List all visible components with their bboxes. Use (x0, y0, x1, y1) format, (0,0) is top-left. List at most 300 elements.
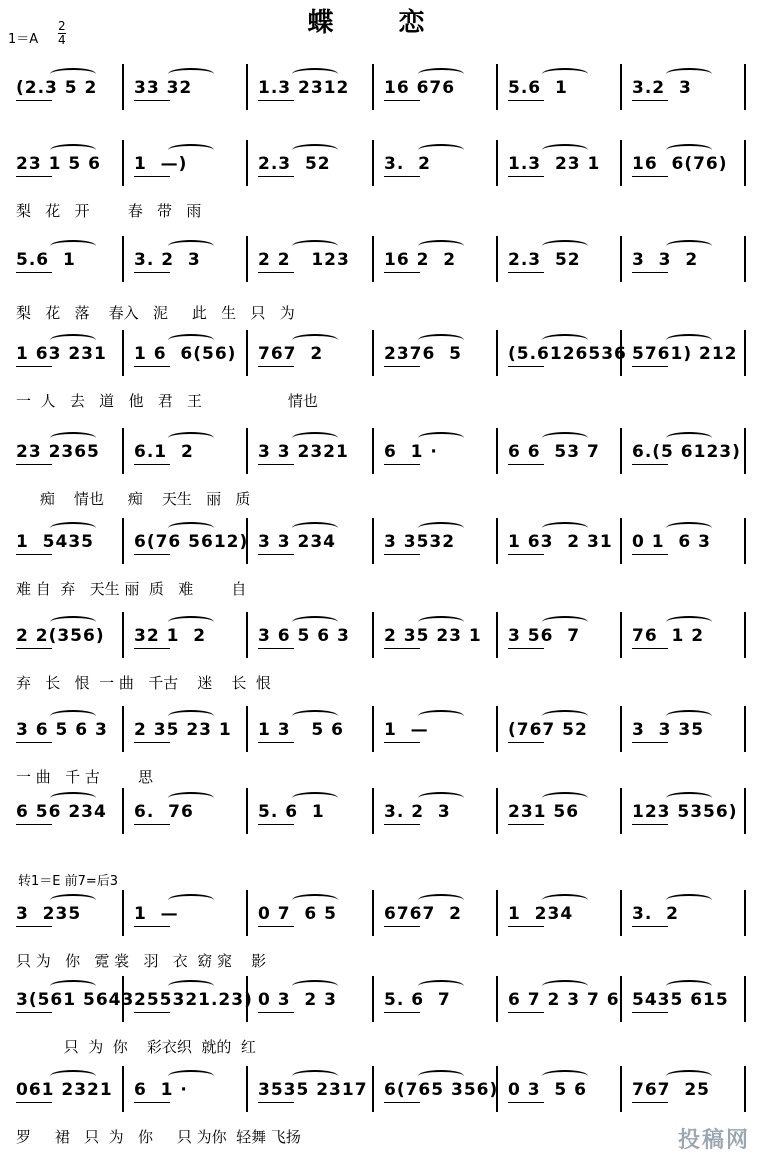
slur-mark (666, 334, 712, 346)
slur-mark (418, 710, 464, 722)
measure-notes: 2 35 23 1 (384, 626, 482, 646)
watermark-logo: 投稿网 (677, 1128, 750, 1153)
measure-notes: 23 1 5 6 (16, 154, 101, 174)
beam-line (258, 1102, 294, 1103)
beam-line (508, 926, 544, 927)
beam-line (16, 1102, 52, 1103)
slur-mark (168, 616, 214, 628)
barline (496, 428, 498, 474)
measure-notes: 1 — (134, 904, 179, 924)
beam-line (134, 100, 170, 101)
slur-mark (542, 68, 588, 80)
score-row (0, 890, 760, 986)
measure-notes: 1 6 6(56) (134, 344, 237, 364)
beam-line (508, 272, 544, 273)
measure-notes: 1.3 23 1 (508, 154, 601, 174)
beam-line (16, 926, 52, 927)
beam-line (16, 648, 52, 649)
slur-mark (542, 792, 588, 804)
measure-notes: 3 3 2321 (258, 442, 349, 462)
measure-notes: 2 2 123 (258, 250, 350, 270)
measure-notes: 5435 615 (632, 990, 729, 1010)
measure-notes: 3. 2 3 (384, 802, 451, 822)
measure-notes: 76 1 2 (632, 626, 705, 646)
measure-notes: 255321.23) (134, 990, 253, 1010)
slur-mark (168, 68, 214, 80)
slur-mark (666, 1070, 712, 1082)
measure-notes: 5. 6 1 (258, 802, 325, 822)
slur-mark (666, 616, 712, 628)
measure-notes: 6.1 2 (134, 442, 194, 462)
slur-mark (542, 1070, 588, 1082)
barline (246, 140, 248, 186)
beam-line (632, 100, 668, 101)
slur-mark (168, 710, 214, 722)
beam-line (16, 100, 52, 101)
beam-line (384, 742, 420, 743)
slur-mark (50, 432, 96, 444)
slur-mark (292, 792, 338, 804)
barline (496, 612, 498, 658)
beam-line (134, 1102, 170, 1103)
lyric-line: 痴 情也 痴 天生 丽 质 (16, 490, 251, 508)
barline (122, 428, 124, 474)
beam-line (508, 648, 544, 649)
barline (496, 518, 498, 564)
barline (122, 788, 124, 834)
barline (372, 890, 374, 936)
barline (620, 976, 622, 1022)
time-signature-bottom: 4 (58, 33, 66, 47)
barline (372, 788, 374, 834)
slur-mark (542, 144, 588, 156)
slur-mark (168, 432, 214, 444)
slur-mark (50, 894, 96, 906)
barline (122, 330, 124, 376)
modulation-marking: 转1＝E 前7=后3 (18, 874, 119, 889)
measure-notes: 3 6 5 6 3 (258, 626, 350, 646)
measure-notes: 1 3 5 6 (258, 720, 344, 740)
slur-mark (168, 240, 214, 252)
beam-line (384, 366, 420, 367)
barline (744, 64, 746, 110)
slur-mark (418, 616, 464, 628)
beam-line (134, 742, 170, 743)
barline (620, 428, 622, 474)
beam-line (258, 742, 294, 743)
score-row (0, 236, 760, 332)
measure-notes: 6 56 234 (16, 802, 107, 822)
beam-line (258, 176, 294, 177)
barline (372, 236, 374, 282)
slur-mark (666, 522, 712, 534)
barline (246, 64, 248, 110)
slur-mark (168, 334, 214, 346)
measure-notes: 6 1 · (134, 1080, 188, 1100)
measure-notes: 6.(5 6123) (632, 442, 741, 462)
barline (246, 1066, 248, 1112)
beam-line (508, 100, 544, 101)
score-row (0, 612, 760, 708)
beam-line (258, 648, 294, 649)
measure-notes: 5761) 212 (632, 344, 738, 364)
slur-mark (50, 616, 96, 628)
slur-mark (418, 144, 464, 156)
slur-mark (542, 240, 588, 252)
measure-notes: 6 1 · (384, 442, 438, 462)
measure-notes: 6 7 2 3 7 6 (508, 990, 620, 1010)
barline (246, 428, 248, 474)
beam-line (384, 554, 420, 555)
score-row (0, 140, 760, 236)
measure-notes: 2.3 52 (258, 154, 331, 174)
measure-notes: 767 2 (258, 344, 324, 364)
barline (246, 612, 248, 658)
slur-mark (50, 144, 96, 156)
beam-line (384, 1012, 420, 1013)
beam-line (258, 272, 294, 273)
beam-line (508, 824, 544, 825)
measure-notes: 3(561 5643 (16, 990, 135, 1010)
beam-line (632, 176, 668, 177)
slur-mark (50, 980, 96, 992)
slur-mark (50, 792, 96, 804)
beam-line (508, 366, 544, 367)
slur-mark (292, 1070, 338, 1082)
barline (744, 706, 746, 752)
slur-mark (666, 68, 712, 80)
measure-notes: 767 25 (632, 1080, 710, 1100)
measure-notes: 23 2365 (16, 442, 100, 462)
barline (496, 976, 498, 1022)
measure-notes: 6 6 53 7 (508, 442, 600, 462)
slur-mark (168, 1070, 214, 1082)
barline (744, 428, 746, 474)
slur-mark (168, 894, 214, 906)
measure-notes: 231 56 (508, 802, 580, 822)
measure-notes: 061 2321 (16, 1080, 113, 1100)
slur-mark (542, 980, 588, 992)
slur-mark (168, 522, 214, 534)
barline (744, 140, 746, 186)
measure-notes: 1.3 2312 (258, 78, 350, 98)
barline (122, 706, 124, 752)
beam-line (16, 366, 52, 367)
lyric-line: 一 曲 千 古 思 (16, 768, 153, 786)
measure-notes: 6(76 5612) (134, 532, 249, 552)
beam-line (258, 926, 294, 927)
lyric-line: 一 人 去 道 他 君 王 情也 (16, 392, 318, 410)
barline (744, 890, 746, 936)
slur-mark (418, 68, 464, 80)
beam-line (258, 464, 294, 465)
beam-line (632, 464, 668, 465)
barline (246, 236, 248, 282)
barline (122, 612, 124, 658)
beam-line (508, 554, 544, 555)
measure-notes: 3 6 5 6 3 (16, 720, 108, 740)
slur-mark (418, 894, 464, 906)
score-row (0, 976, 760, 1072)
measure-notes: 6. 76 (134, 802, 194, 822)
beam-line (258, 366, 294, 367)
slur-mark (542, 432, 588, 444)
slur-mark (666, 710, 712, 722)
barline (496, 706, 498, 752)
score-row (0, 1066, 760, 1162)
slur-mark (168, 144, 214, 156)
barline (122, 890, 124, 936)
beam-line (384, 176, 420, 177)
barline (246, 890, 248, 936)
slur-mark (666, 792, 712, 804)
slur-mark (50, 710, 96, 722)
beam-line (508, 1012, 544, 1013)
beam-line (16, 176, 52, 177)
barline (620, 64, 622, 110)
measure-notes: 5.6 1 (508, 78, 568, 98)
beam-line (508, 1102, 544, 1103)
barline (122, 64, 124, 110)
beam-line (384, 272, 420, 273)
slur-mark (292, 144, 338, 156)
barline (744, 1066, 746, 1112)
lyric-line: 弃 长 恨 一 曲 千古 迷 长 恨 (16, 674, 271, 692)
measure-notes: 123 5356) (632, 802, 738, 822)
slur-mark (50, 1070, 96, 1082)
barline (620, 612, 622, 658)
measure-notes: 1 5435 (16, 532, 94, 552)
page-title: 蝶 恋 (307, 8, 453, 38)
measure-notes: 0 1 6 3 (632, 532, 711, 552)
slur-mark (418, 980, 464, 992)
measure-notes: 2.3 52 (508, 250, 581, 270)
slur-mark (542, 522, 588, 534)
measure-notes: 16 676 (384, 78, 456, 98)
beam-line (632, 1012, 668, 1013)
score-row (0, 428, 760, 524)
beam-line (384, 926, 420, 927)
slur-mark (292, 616, 338, 628)
measure-notes: 1 63 231 (16, 344, 107, 364)
measure-notes: 3. 2 3 (134, 250, 201, 270)
beam-line (16, 1012, 52, 1013)
barline (246, 330, 248, 376)
beam-line (508, 464, 544, 465)
beam-line (632, 272, 668, 273)
slur-mark (168, 980, 214, 992)
measure-notes: 3. 2 (632, 904, 679, 924)
slur-mark (50, 522, 96, 534)
barline (496, 890, 498, 936)
beam-line (134, 648, 170, 649)
beam-line (384, 1102, 420, 1103)
time-signature (58, 20, 66, 47)
measure-notes: 6767 2 (384, 904, 462, 924)
beam-line (16, 272, 52, 273)
slur-mark (50, 334, 96, 346)
measure-notes: 33 32 (134, 78, 193, 98)
barline (620, 236, 622, 282)
measure-notes: 16 6(76) (632, 154, 728, 174)
barline (620, 518, 622, 564)
beam-line (134, 464, 170, 465)
measure-notes: 1 — (384, 720, 429, 740)
slur-mark (666, 980, 712, 992)
beam-line (632, 366, 668, 367)
beam-line (384, 824, 420, 825)
measure-notes: 5. 6 7 (384, 990, 451, 1010)
barline (496, 64, 498, 110)
lyric-line: 只 为 你 霓 裳 羽 衣 窈 窕 影 (16, 952, 267, 970)
barline (122, 1066, 124, 1112)
barline (744, 788, 746, 834)
lyric-line: 难 自 弃 天生 丽 质 难 自 (16, 580, 247, 598)
slur-mark (418, 240, 464, 252)
measure-notes: 5.6 1 (16, 250, 76, 270)
beam-line (632, 742, 668, 743)
measure-notes: 6(765 356) (384, 1080, 499, 1100)
slur-mark (292, 894, 338, 906)
beam-line (16, 554, 52, 555)
slur-mark (50, 240, 96, 252)
measure-notes: 2 35 23 1 (134, 720, 232, 740)
score-row (0, 330, 760, 426)
slur-mark (666, 144, 712, 156)
slur-mark (666, 894, 712, 906)
beam-line (134, 366, 170, 367)
barline (620, 788, 622, 834)
slur-mark (542, 894, 588, 906)
beam-line (508, 742, 544, 743)
key-signature: 1＝A (8, 32, 39, 47)
slur-mark (418, 334, 464, 346)
beam-line (258, 554, 294, 555)
beam-line (632, 926, 668, 927)
barline (744, 330, 746, 376)
barline (246, 706, 248, 752)
slur-mark (292, 980, 338, 992)
measure-notes: 3 56 7 (508, 626, 581, 646)
measure-notes: 0 3 2 3 (258, 990, 337, 1010)
barline (744, 518, 746, 564)
beam-line (258, 1012, 294, 1013)
slur-mark (418, 1070, 464, 1082)
slur-mark (542, 710, 588, 722)
lyric-line: 只 为 你 彩衣织 就的 红 (16, 1038, 256, 1056)
slur-mark (168, 792, 214, 804)
beam-line (134, 554, 170, 555)
measure-notes: 3 3 234 (258, 532, 336, 552)
measure-notes: 1 234 (508, 904, 574, 924)
measure-notes: 3535 2317 (258, 1080, 368, 1100)
beam-line (632, 1102, 668, 1103)
measure-notes: 1 —) (134, 154, 188, 174)
measure-notes: 2 2(356) (16, 626, 105, 646)
beam-line (134, 272, 170, 273)
barline (372, 1066, 374, 1112)
slur-mark (292, 68, 338, 80)
measure-notes: (767 52 (508, 720, 588, 740)
barline (744, 236, 746, 282)
measure-notes: (2.3 5 2 (16, 78, 98, 98)
slur-mark (542, 334, 588, 346)
measure-notes: 32 1 2 (134, 626, 207, 646)
measure-notes: 3 3 35 (632, 720, 705, 740)
score-row (0, 518, 760, 614)
beam-line (632, 648, 668, 649)
measure-notes: 3 3532 (384, 532, 456, 552)
beam-line (134, 1012, 170, 1013)
measure-notes: 2376 5 (384, 344, 462, 364)
barline (620, 706, 622, 752)
measure-notes: 3.2 3 (632, 78, 692, 98)
barline (372, 140, 374, 186)
beam-line (134, 176, 170, 177)
time-signature-top: 2 (58, 19, 66, 33)
beam-line (632, 554, 668, 555)
measure-notes: 3. 2 (384, 154, 431, 174)
beam-line (16, 742, 52, 743)
beam-line (134, 926, 170, 927)
slur-mark (666, 240, 712, 252)
slur-mark (418, 432, 464, 444)
measure-notes: 1 63 2 31 (508, 532, 613, 552)
slur-mark (292, 710, 338, 722)
slur-mark (666, 432, 712, 444)
beam-line (384, 464, 420, 465)
barline (372, 976, 374, 1022)
measure-notes: 3 235 (16, 904, 82, 924)
barline (496, 330, 498, 376)
measure-notes: 16 2 2 (384, 250, 457, 270)
beam-line (16, 464, 52, 465)
barline (496, 788, 498, 834)
beam-line (258, 100, 294, 101)
barline (372, 518, 374, 564)
slur-mark (292, 522, 338, 534)
lyric-line: 梨 花 开 春 带 雨 (16, 202, 202, 220)
slur-mark (542, 616, 588, 628)
lyric-line: 梨 花 落 春入 泥 此 生 只 为 (16, 304, 295, 322)
beam-line (384, 648, 420, 649)
slur-mark (50, 68, 96, 80)
barline (372, 64, 374, 110)
barline (620, 1066, 622, 1112)
beam-line (258, 824, 294, 825)
barline (620, 890, 622, 936)
beam-line (384, 100, 420, 101)
barline (744, 612, 746, 658)
slur-mark (418, 522, 464, 534)
beam-line (508, 176, 544, 177)
lyric-line: 罗 裙 只 为 你 只 为你 轻舞 飞扬 (16, 1128, 301, 1146)
measure-notes: 0 7 6 5 (258, 904, 337, 924)
barline (496, 236, 498, 282)
slur-mark (292, 432, 338, 444)
beam-line (134, 824, 170, 825)
barline (246, 788, 248, 834)
beam-line (16, 824, 52, 825)
measure-notes: 3 3 2 (632, 250, 699, 270)
measure-notes: 0 3 5 6 (508, 1080, 587, 1100)
barline (744, 976, 746, 1022)
barline (620, 140, 622, 186)
barline (372, 612, 374, 658)
slur-mark (418, 792, 464, 804)
measure-notes: (5.6126536 (508, 344, 627, 364)
beam-line (632, 824, 668, 825)
